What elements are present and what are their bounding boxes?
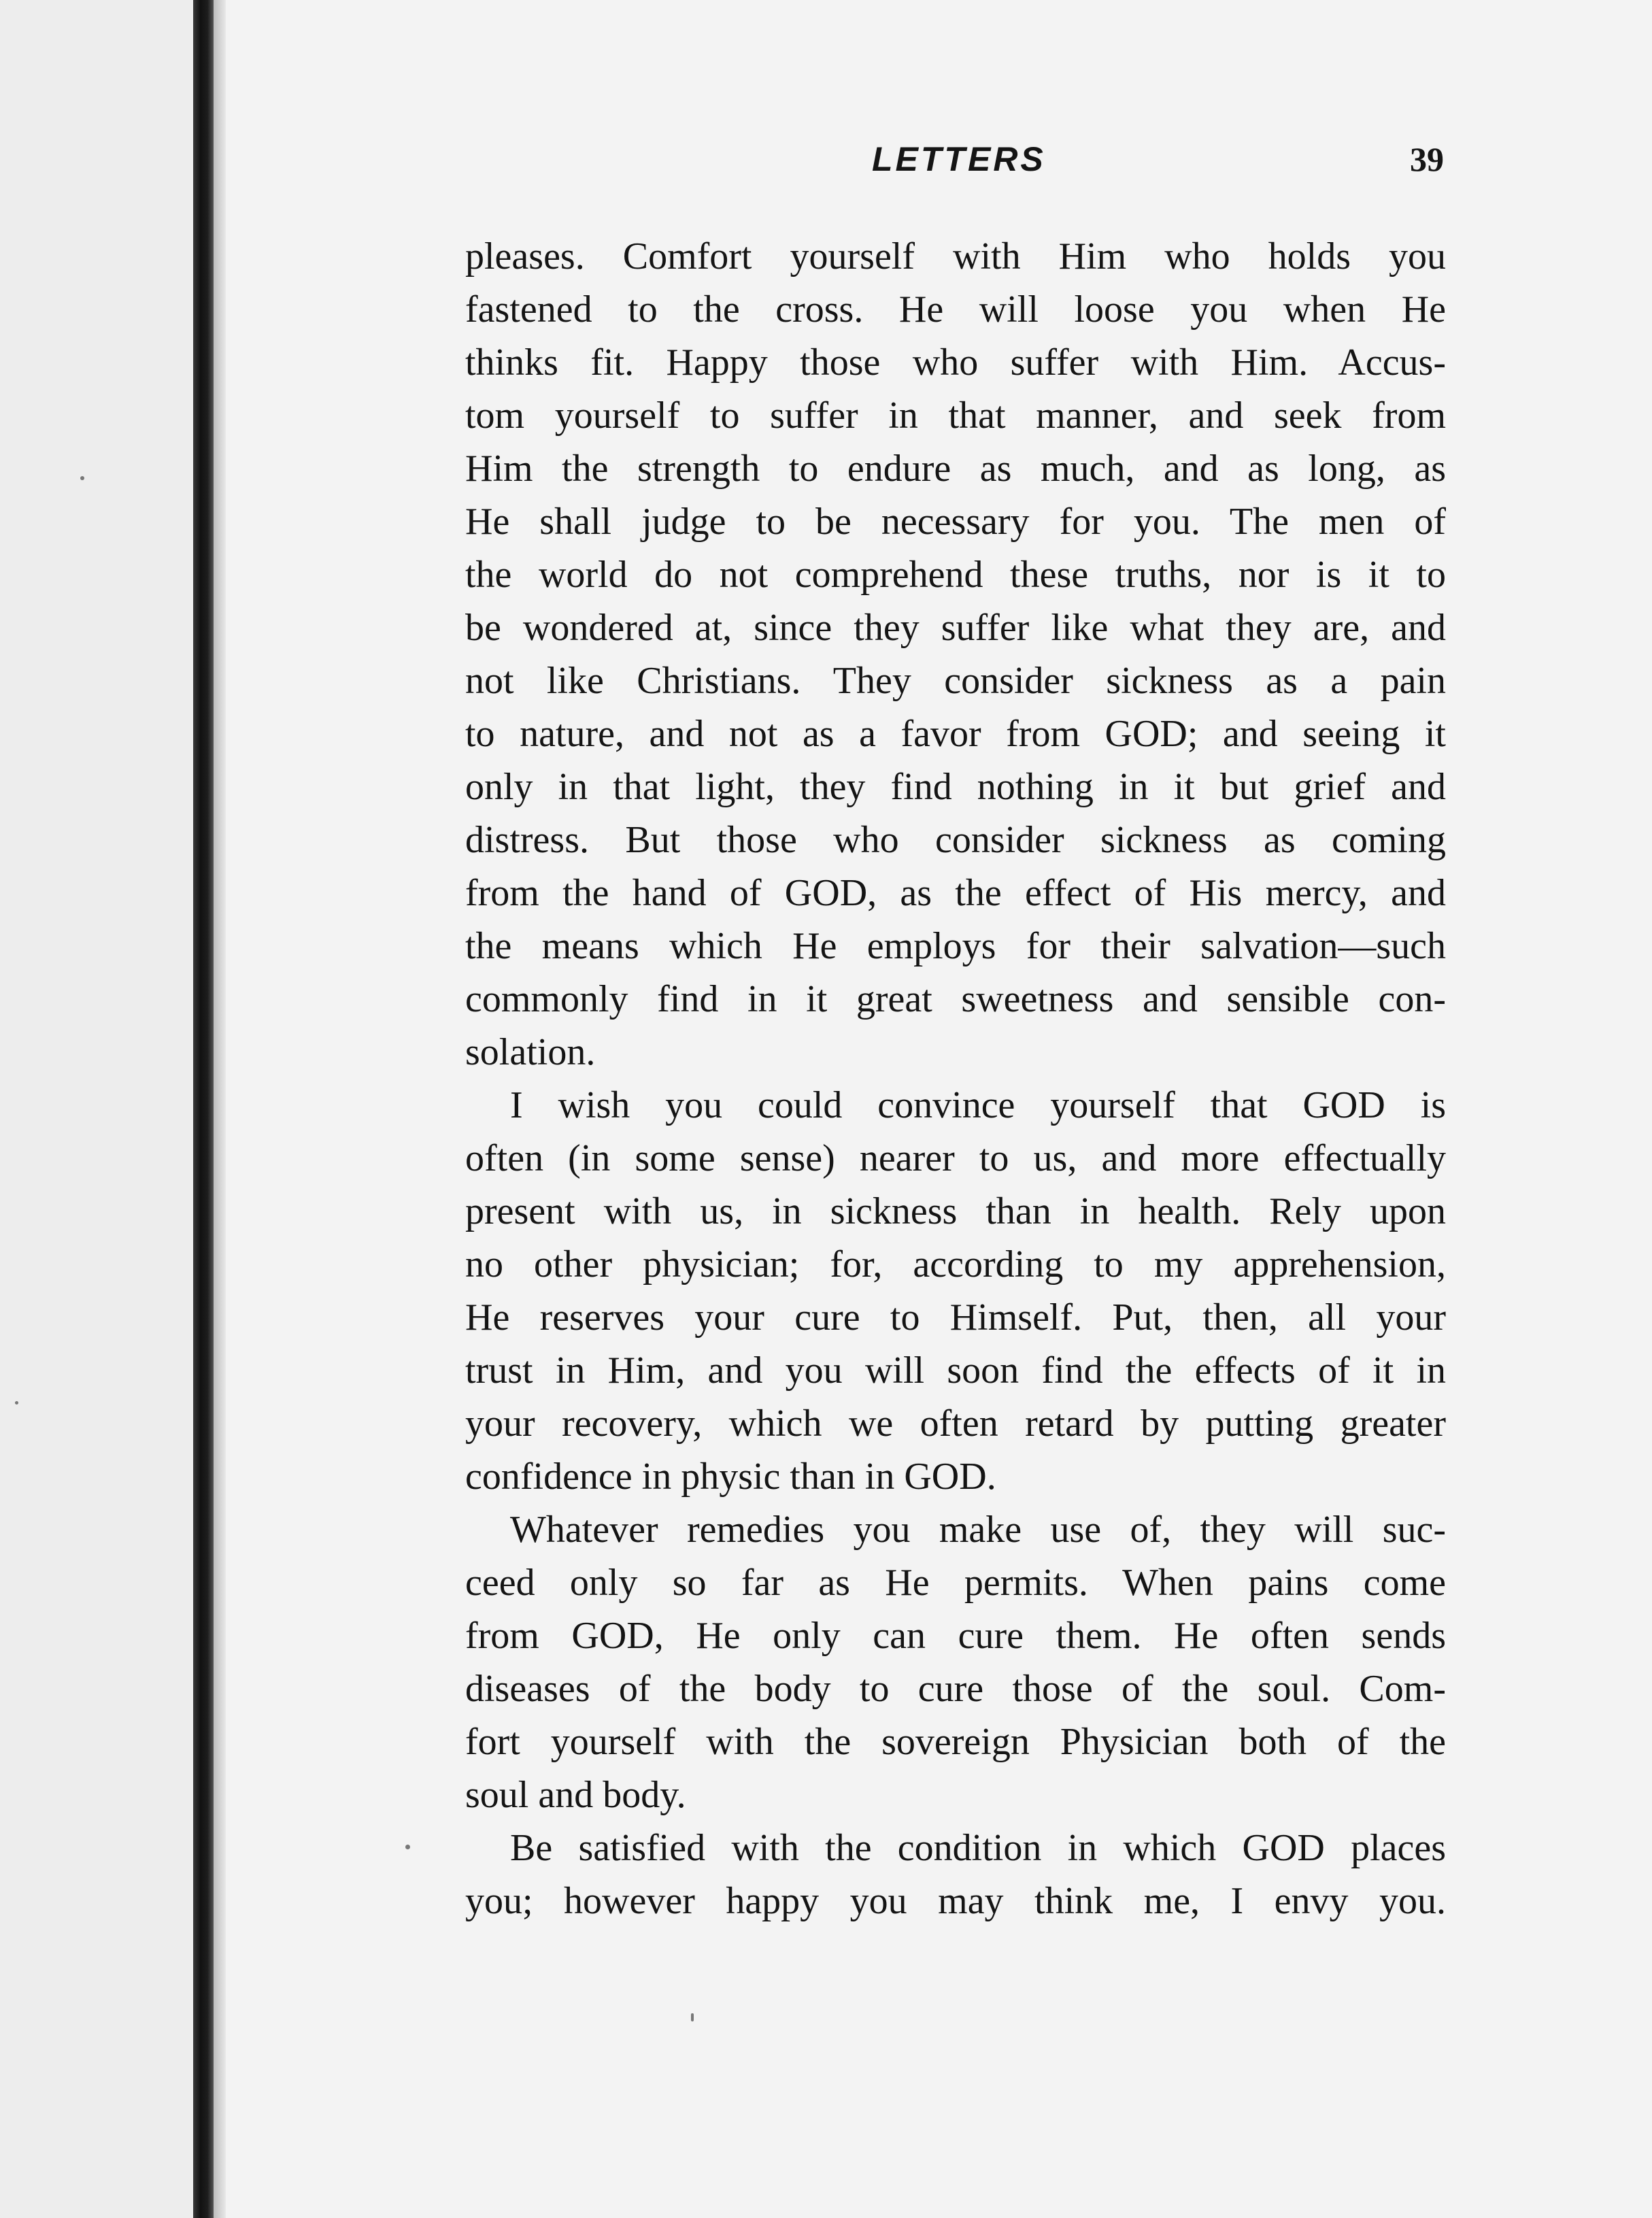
text-line: fastened to the cross. He will loose you when He <box>465 288 1446 331</box>
text-line: soul and body. <box>465 1774 686 1816</box>
text-line: the world do not comprehend these truths, nor is it to <box>465 554 1446 596</box>
gutter-shadow <box>214 0 226 2218</box>
text-line: Be satisfied with the condition in which GOD places <box>510 1827 1446 1869</box>
paper-speck <box>691 2013 694 2021</box>
text-line: ceed only so far as He permits. When pains come <box>465 1562 1446 1604</box>
text-line: confidence in physic than in GOD. <box>465 1456 996 1498</box>
running-title: LETTERS <box>872 140 1046 178</box>
text-line: commonly find in it great sweetness and sensible con- <box>465 978 1446 1020</box>
text-line: your recovery, which we often retard by putting greater <box>465 1402 1446 1445</box>
page-number: 39 <box>1410 140 1444 178</box>
text-line: from the hand of GOD, as the effect of His mercy, and <box>465 872 1446 914</box>
text-line: fort yourself with the sovereign Physician both of the <box>465 1721 1446 1763</box>
text-line: He reserves your cure to Himself. Put, then, all your <box>465 1296 1446 1339</box>
text-line: from GOD, He only can cure them. He often sends <box>465 1615 1446 1657</box>
text-line: only in that light, they find nothing in it but grief and <box>465 766 1446 808</box>
text-line: Him the strength to endure as much, and as long, as <box>465 448 1446 490</box>
text-line: often (in some sense) nearer to us, and more effectually <box>465 1137 1446 1179</box>
text-line: not like Christians. They consider sickness as a pain <box>465 660 1446 702</box>
body-text <box>465 230 1446 1928</box>
text-line: diseases of the body to cure those of the soul. Com- <box>465 1668 1446 1710</box>
text-line: trust in Him, and you will soon find the effects of it in <box>465 1349 1446 1392</box>
text-line: distress. But those who consider sickness as coming <box>465 819 1446 861</box>
text-line: Whatever remedies you make use of, they will suc- <box>510 1509 1446 1551</box>
paper-speck <box>80 476 84 480</box>
text-line: tom yourself to suffer in that manner, and seek from <box>465 394 1446 437</box>
paper-speck <box>15 1401 18 1405</box>
text-line: He shall judge to be necessary for you. The men of <box>465 501 1446 543</box>
text-line: no other physician; for, according to my apprehension, <box>465 1243 1446 1286</box>
text-line: I wish you could convince yourself that GOD is <box>510 1084 1446 1126</box>
text-line: pleases. Comfort yourself with Him who holds you <box>465 235 1446 278</box>
text-line: present with us, in sickness than in health. Rely upon <box>465 1190 1446 1232</box>
paper-speck <box>405 1845 410 1849</box>
text-line: to nature, and not as a favor from GOD; and seeing it <box>465 713 1446 755</box>
text-line: be wondered at, since they suffer like what they are, and <box>465 607 1446 649</box>
facing-page-margin <box>0 0 193 2218</box>
book-gutter <box>193 0 214 2218</box>
text-line: you; however happy you may think me, I envy you. <box>465 1880 1446 1922</box>
text-line: the means which He employs for their salvation—such <box>465 925 1446 967</box>
text-line: solation. <box>465 1031 596 1073</box>
text-line: thinks fit. Happy those who suffer with Him. Accus- <box>465 341 1446 384</box>
